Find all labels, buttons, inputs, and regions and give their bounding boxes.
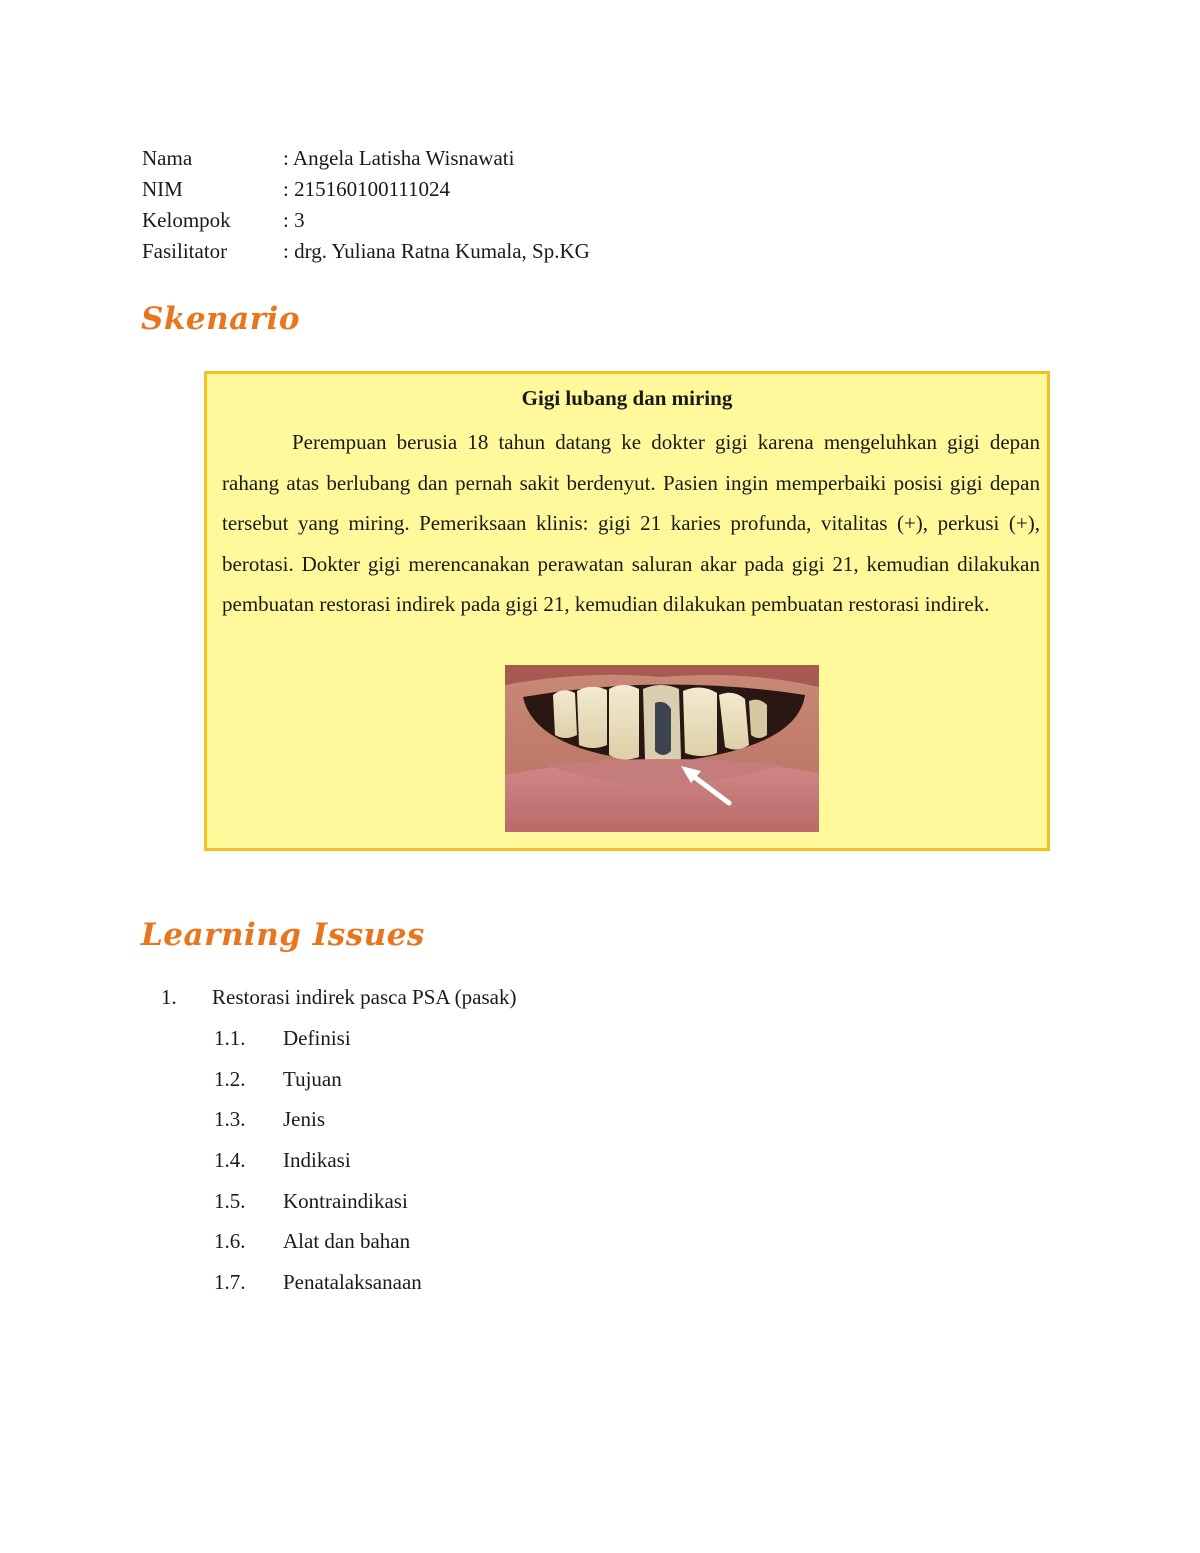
identity-value: : Angela Latisha Wisnawati	[283, 146, 515, 170]
sub-list-item	[214, 1067, 422, 1108]
sub-list	[214, 1026, 422, 1311]
sub-list-item	[214, 1107, 422, 1148]
list-label: Restorasi indirek pasca PSA (pasak)	[212, 985, 517, 1009]
sub-list-number: 1.3.	[214, 1107, 246, 1132]
sub-list-number: 1.2.	[214, 1066, 246, 1091]
sub-list-label: Tujuan	[283, 1066, 342, 1091]
identity-value: : 3	[283, 208, 305, 232]
scenario-text: Perempuan berusia 18 tahun datang ke dokter gigi karena mengeluhkan gigi depan rahang atas berlubang dan pernah sakit berdenyut. Pasien ingin memperbaiki posisi gigi depan tersebut yang miring. Pemeriksaan klinis: gigi 21 karies profunda, vitalitas (+), perkusi (+), berotasi. Dokter gigi merencanakan perawatan saluran akar pada gigi 21, kemudian dilakukan pembuatan restorasi indirek pada gigi 21, kemudian dilakukan pembuatan restorasi indirek.	[222, 430, 1040, 616]
identity-row-nim	[142, 174, 590, 205]
scenario-title: Gigi lubang dan miring	[521, 386, 733, 410]
learning-issues-heading: Learning Issues	[141, 917, 425, 953]
sub-list-item	[214, 1026, 422, 1067]
identity-value: : 215160100111024	[283, 177, 451, 201]
sub-list-label: Jenis	[283, 1107, 325, 1132]
identity-row-kelompok	[142, 205, 590, 236]
sub-list-number: 1.1.	[214, 1026, 246, 1050]
scenario-box	[204, 371, 1050, 851]
sub-list-item	[214, 1189, 422, 1230]
sub-list-label: Kontraindikasi	[283, 1188, 408, 1213]
identity-row-fasilitator	[142, 236, 590, 267]
identity-row-nama	[142, 143, 590, 174]
sub-list-item	[214, 1270, 422, 1311]
identity-label: NIM	[142, 177, 183, 201]
sub-list-number: 1.7.	[214, 1270, 246, 1295]
sub-list-item	[214, 1229, 422, 1270]
sub-list-label: Alat dan bahan	[283, 1229, 411, 1254]
sub-list-label: Definisi	[283, 1026, 351, 1050]
identity-label: Nama	[142, 146, 193, 170]
skenario-heading: Skenario	[141, 301, 300, 337]
list-number: 1.	[161, 985, 177, 1009]
identity-value: : drg. Yuliana Ratna Kumala, Sp.KG	[283, 239, 590, 263]
sub-list-number: 1.5.	[214, 1188, 246, 1213]
sub-list-number: 1.6.	[214, 1229, 246, 1254]
sub-list-label: Indikasi	[283, 1148, 351, 1173]
identity-label: Kelompok	[142, 208, 231, 232]
identity-label: Fasilitator	[142, 239, 228, 263]
identity-block	[142, 143, 590, 267]
list-item	[161, 985, 516, 1010]
sub-list-label: Penatalaksanaan	[283, 1270, 422, 1295]
teeth-photo	[505, 665, 819, 832]
sub-list-item	[214, 1148, 422, 1189]
sub-list-number: 1.4.	[214, 1148, 246, 1173]
